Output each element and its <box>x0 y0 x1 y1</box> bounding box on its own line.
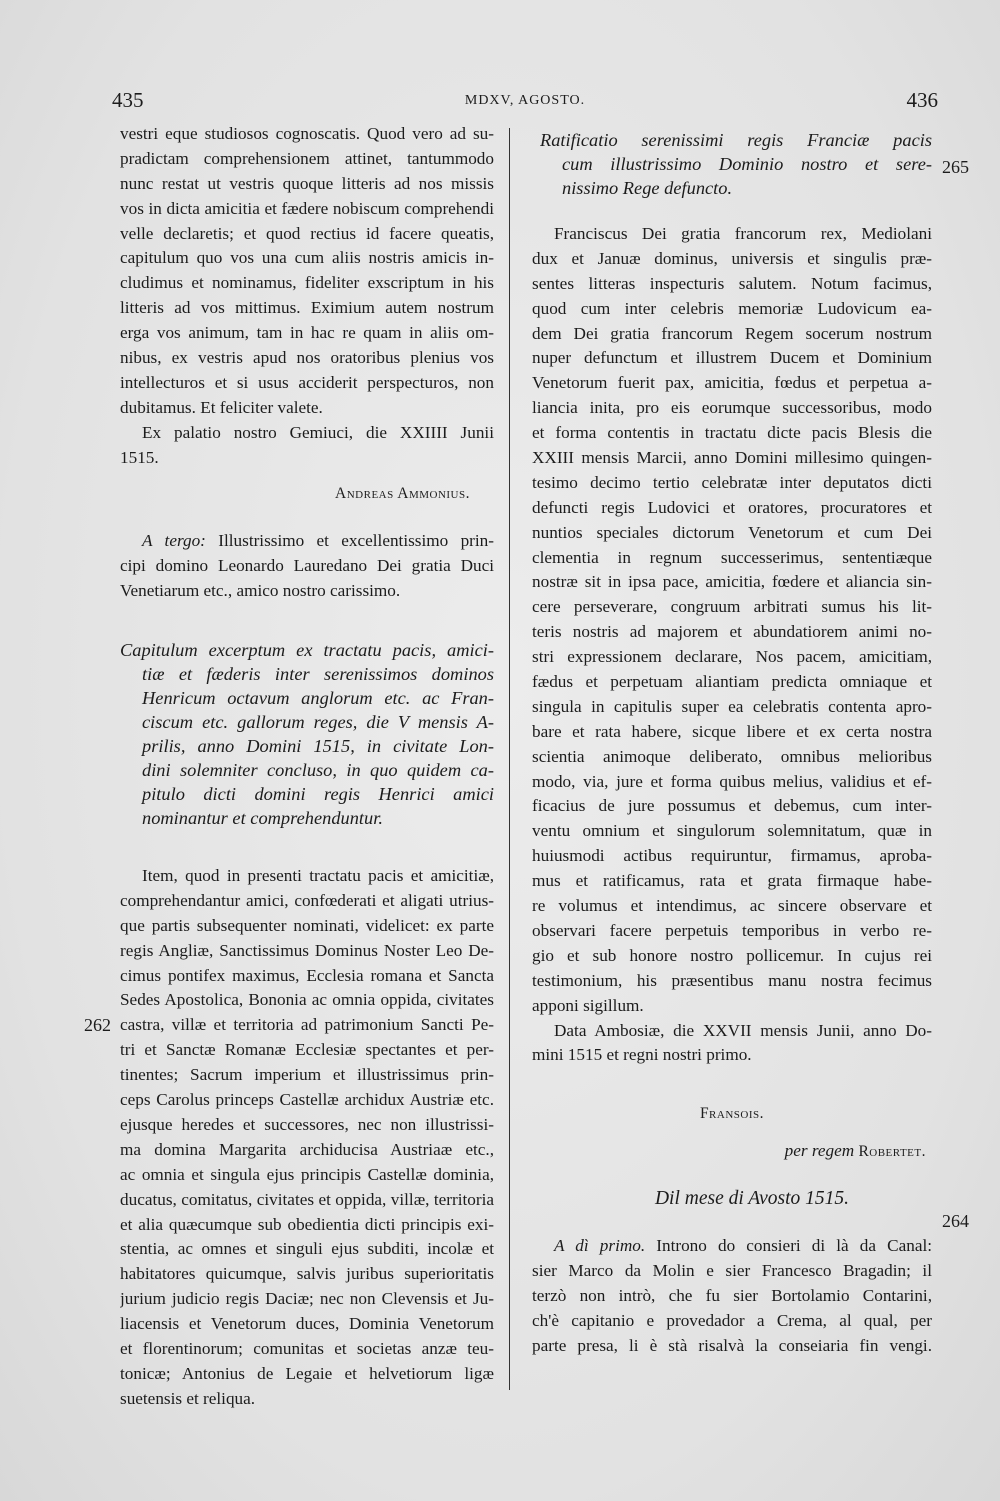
text-line: Ratificatio serenissimi regis Franciæ pacis <box>540 130 932 150</box>
text-line: re volumus et intendimus, ac sincere observare et <box>532 896 932 916</box>
primo-line: terzò non intrò, che fu sier Bortolamio Contarini, <box>532 1285 932 1305</box>
text-line: ac omnia et singula ejus principis Castellæ dominia, <box>120 1164 494 1184</box>
text-line: Franciscus Dei gratia francorum rex, Mediolani <box>554 224 932 243</box>
text-line: Venetorum fuerit pax, amicitia, fœdus et perpetua a- <box>532 373 932 393</box>
section-heading: Dil mese di Avosto 1515. <box>654 1188 850 1210</box>
text-line: sentes litteras inspecturis salutem. Notum facimus, <box>532 273 932 293</box>
text-line: ejusque heredes et successores, nec non illustrissi- <box>120 1114 494 1134</box>
text-line: defuncti regis Ludovici et oratores, procuratores et <box>532 497 932 517</box>
signature-ammonius: Andreas Ammonius. <box>335 485 470 503</box>
text-line: nissimo Rege defuncto. <box>562 178 733 198</box>
primo-line: ch'è capitanio e provedador a Crema, al qual, per <box>532 1310 932 1330</box>
page-number-right: 436 <box>906 88 938 112</box>
text-line: dem Dei gratia francorum Regem socerum nostrum <box>532 323 932 343</box>
tergo-label: A tergo: <box>142 531 206 551</box>
text-line: erga vos animum, tam in hac re quam in aliis om- <box>120 323 494 343</box>
text-line: ma domina Margarita archiducisa Austriaæ etc., <box>120 1139 494 1159</box>
text-line: et alia quæcumque sub obedientia dicti principis exi- <box>120 1214 494 1234</box>
text-line: capitulum quo vos una cum aliis nostris amicis in- <box>120 248 494 268</box>
text-line: comprehendantur amici, confœderati et aligati utrius- <box>120 890 494 910</box>
text-line: cere perseverare, congruum arbitrati sumus his lit- <box>532 597 932 617</box>
text-line: habitatores quicumque, salvis juribus superioritatis <box>120 1264 494 1284</box>
text-line: velle declaretis; et quod rectius id facere queatis, <box>120 223 494 243</box>
text-line: nuntios speciales dictorum Venetorum et cum Dei <box>532 522 932 542</box>
text-line: vos in dicta amicitia et fædere nobiscum comprehendi <box>120 198 494 218</box>
a-tergo-address <box>120 529 494 604</box>
signature-fransois: Fransois. <box>699 1105 764 1123</box>
running-title: MDXV, AGOSTO. <box>464 93 586 108</box>
primo-line: sier Marco da Molin e sier Francesco Bragadin; il <box>532 1260 932 1280</box>
text-line: nibus, ex vestris apud nos oratoribus plenius vos <box>120 348 494 368</box>
text-line: clementia in regnum successerimus, sententiæque <box>532 547 932 567</box>
text-line: Sedes Apostolica, Bononia ac omnia oppida, civitates <box>120 990 494 1010</box>
per-regem-name: Robertet. <box>858 1143 926 1161</box>
text-line: que partis subsequenter nominati, videlicet: ex parte <box>120 915 494 935</box>
primo-paragraph <box>532 1234 932 1358</box>
text-line: liancia inita, pro eis eorumque successoribus, modo <box>532 398 932 418</box>
text-line: tinentes; Sacrum imperium et illustrissimus prin- <box>120 1065 494 1085</box>
text-line: Capitulum excerptum ex tractatu pacis, amici- <box>120 640 494 661</box>
tergo-line: cipi domino Leonardo Lauredano Dei gratia Duci <box>120 556 494 576</box>
text-line: ciscum etc. gallorum reges, die V mensis A- <box>142 712 494 733</box>
text-line: fædus et perpetuam aliantiam predicta omniaque et <box>532 672 932 692</box>
page-header <box>112 88 938 118</box>
text-line: litteris ad vos mittimus. Eximium autem nostrum <box>120 298 494 318</box>
primo-line <box>532 1234 932 1259</box>
text-line: vestri eque studiosos cognoscatis. Quod vero ad su- <box>120 124 494 143</box>
text-line: teris nostris ad majorem et abundatiorem animi no- <box>532 622 932 642</box>
text-line: quod cum inter celebris memoriæ Ludovicum ea- <box>532 298 932 318</box>
text-line: tesimo decimo tertio celebratæ inter deputatos dicti <box>532 472 932 492</box>
text-line: suetensis et reliqua. <box>120 1388 256 1408</box>
text-line: apponi sigillum. <box>532 995 644 1015</box>
tergo-text: Illustrissimo et excellentissimo prin- <box>205 531 494 551</box>
margin-number-264: 264 <box>942 1211 969 1231</box>
per-regem-label: per regem <box>784 1141 855 1161</box>
left-column <box>120 122 494 1412</box>
text-line: observari facere perpetuis temporibus in verbo re- <box>532 920 932 940</box>
text-line: ceps Carolus princeps Castellæ archidux Austriæ etc. <box>120 1090 494 1110</box>
text-line: Henricum octavum anglorum etc. ac Fran- <box>142 688 494 709</box>
ratificatio-heading <box>532 122 932 200</box>
text-line: dux et Januæ dominus, universis et singulis præ- <box>532 248 932 268</box>
primo-text: Introno do consieri di là da Canal: <box>645 1236 932 1255</box>
text-line: gio et sub honore nostro pollicemur. In cujus rei <box>532 945 932 965</box>
text-line: Item, quod in presenti tractatu pacis et amicitiæ, <box>142 866 494 886</box>
data-line-text: Data Ambosiæ, die XXVII mensis Junii, anno Do- <box>554 1020 932 1040</box>
text-line: ficacius de jure possumus et debemus, cum inter- <box>532 796 932 816</box>
text-line: huiusmodi actibus requiruntur, firmamus, aproba- <box>532 846 932 866</box>
letter-closing-paragraph <box>120 122 494 421</box>
text-line: modo, via, jure et forma quibus melius, validius et ef- <box>532 771 932 791</box>
primo-label: A dì primo. <box>554 1236 646 1255</box>
text-line: nostræ sit in ipsa pace, amicitia, fœdere et aliancia sin- <box>532 572 932 592</box>
margin-number-262: 262 <box>84 1015 111 1035</box>
text-line: et forma contentis in tractatu dicte pacis Blesis die <box>532 423 932 443</box>
text-line: stentia, ac omnes et singuli ejus subditi, incolæ et <box>120 1239 494 1259</box>
text-line: prilis, anno Domini 1515, in civitate Lon- <box>142 736 494 757</box>
text-line: XXIII mensis Marcii, anno Domini millesimo quingen- <box>532 448 932 468</box>
capitulum-heading <box>120 638 494 830</box>
text-line: ventu omnium et singulorum solemnitatum, quæ in <box>532 821 932 841</box>
text-line: tiæ et fæderis inter serenissimos dominos <box>142 664 494 685</box>
text-line: intellecturos et si usus acciderit perspecturos, non <box>120 372 494 392</box>
data-line <box>532 1019 932 1069</box>
text-line: regis Angliæ, Sanctissimus Dominus Noster Leo De- <box>120 940 494 960</box>
text-line: dubitamus. Et feliciter valete. <box>120 397 323 417</box>
text-line: ducatus, comitatus, civitates et oppida, villæ, territoria <box>120 1189 494 1209</box>
text-line: testimonium, his præsentibus manu nostra fecimus <box>532 970 932 990</box>
right-column <box>532 122 932 1358</box>
text-line: dini solemniter concluso, in quo quidem ca- <box>142 760 494 781</box>
text-line: nominantur et comprehenduntur. <box>142 808 383 829</box>
text-line: pradictam comprehensionem attinet, tantummodo <box>120 148 494 168</box>
data-line-text: mini 1515 et regni nostri primo. <box>532 1045 752 1065</box>
text-line: cludimus et nominamus, fideliter exscriptum in his <box>120 273 494 293</box>
text-line: mus et ratificamus, rata et grata firmaque habe- <box>532 871 932 891</box>
text-line: et florentinorum; comunitas et societas anzæ teu- <box>120 1338 494 1358</box>
tergo-line <box>120 529 494 554</box>
dateline-line: 1515. <box>120 447 159 467</box>
text-line: cimus pontifex maximus, Ecclesia romana et Sancta <box>120 965 494 985</box>
text-line: jurium judicio regis Daciæ; nec non Clevensis et Ju- <box>120 1289 494 1309</box>
text-line: nuper defunctum et illustrem Ducem et Dominium <box>532 348 932 368</box>
text-line: castra, villæ et territoria ad patrimonium Sancti Pe- <box>120 1015 494 1035</box>
item-paragraph <box>120 864 494 1412</box>
text-line: tonicæ; Antonius de Legaie et helvetiorum ligæ <box>120 1363 494 1383</box>
text-line: singula in capitulis super ea celebratis contenta apro- <box>532 696 932 716</box>
margin-number-265: 265 <box>942 157 969 177</box>
text-line: stri expressionem declarare, Nos pacem, amicitiam, <box>532 647 932 667</box>
per-regem-line <box>532 1139 932 1165</box>
column-divider <box>509 128 510 1390</box>
text-line: cum illustrissimo Dominio nostro et sere- <box>562 154 932 174</box>
text-line: tri et Sanctæ Romanæ Ecclesiæ spectantes et per- <box>120 1040 494 1060</box>
dateline-line: Ex palatio nostro Gemiuci, die XXIIII Junii <box>142 422 494 442</box>
text-line: liacensis et Venetorum duces, Dominia Venetorum <box>120 1314 494 1334</box>
tergo-line: Venetiarum etc., amico nostro carissimo. <box>120 581 401 601</box>
dateline <box>120 421 494 471</box>
text-line: nunc restat ut vestris quoque litteris ad nos missis <box>120 173 494 193</box>
page-number-left: 435 <box>112 88 144 112</box>
text-line: pitulo dicti domini regis Henrici amici <box>142 784 494 805</box>
text-line: bare et rata habere, sicque libere et ex certa nostra <box>532 721 932 741</box>
franciscus-paragraph <box>532 222 932 1019</box>
text-line: scientia animoque deliberato, omnibus melioribus <box>532 746 932 766</box>
primo-line: parte presa, li è stà risalvà la conseiaria fin vengi. <box>532 1335 932 1355</box>
